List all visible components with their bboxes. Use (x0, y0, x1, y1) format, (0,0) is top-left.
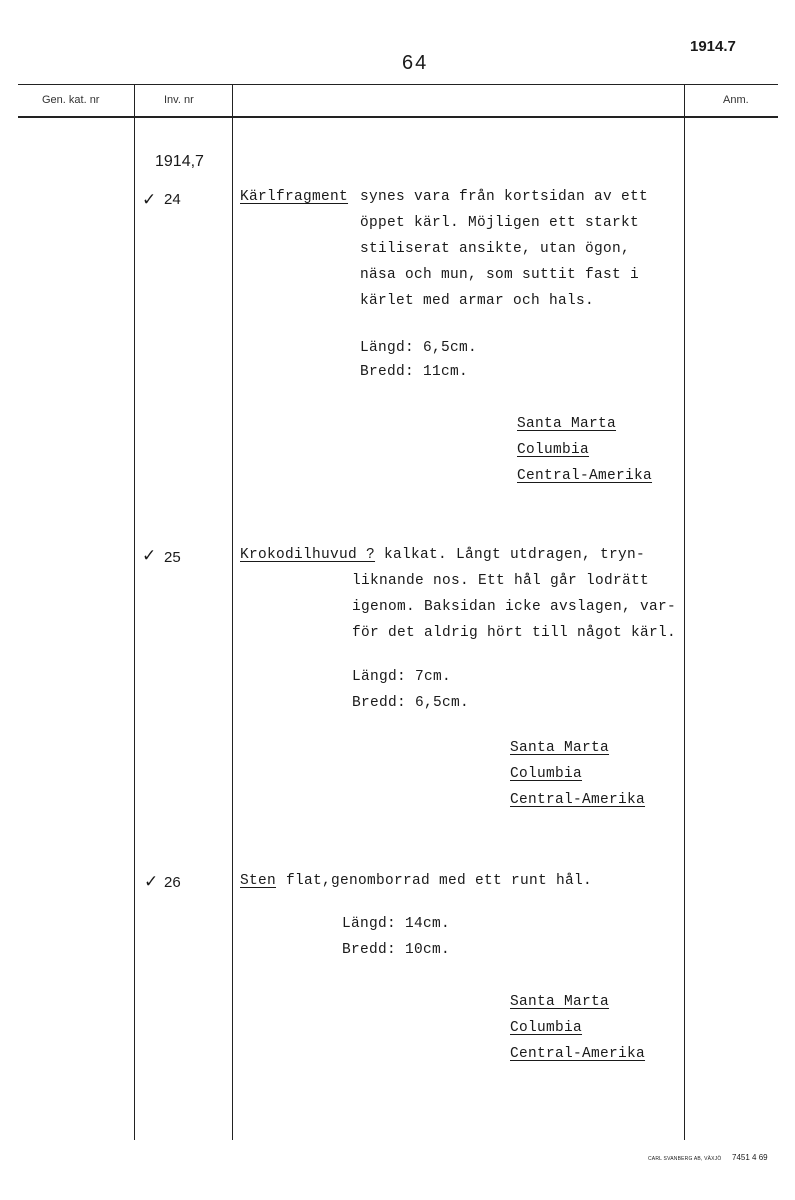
place-site: Santa Marta (517, 416, 617, 432)
place-region: Central-Amerika (517, 468, 653, 484)
inv-number: 25 (164, 549, 181, 566)
desc-line: näsa och mun, som suttit fast i (360, 267, 640, 283)
inv-number: 26 (164, 874, 181, 891)
place-region: Central-Amerika (510, 1046, 646, 1062)
width: Bredd: 6,5cm. (352, 695, 470, 711)
column-divider-2 (232, 84, 233, 1140)
header-top-rule (18, 84, 778, 85)
header-anm: Anm. (723, 94, 749, 106)
place-country: Columbia (517, 442, 590, 458)
inv-number: 24 (164, 191, 181, 208)
item-title: Krokodilhuvud ? (240, 547, 376, 563)
desc-line: för det aldrig hört till något kärl. (352, 625, 677, 641)
width: Bredd: 10cm. (342, 942, 451, 958)
place-site: Santa Marta (510, 740, 610, 756)
length: Längd: 6,5cm. (360, 340, 478, 356)
column-divider-1 (134, 84, 135, 1140)
check-mark-icon: ✓ (142, 546, 157, 566)
desc-line: stiliserat ansikte, utan ögon, (360, 241, 631, 257)
page-number: 64 (402, 52, 429, 74)
form-number: 7451 4 69 (732, 1153, 768, 1162)
printer-imprint: CARL SVANBERG AB, VÄXJÖ (648, 1156, 722, 1162)
item-title: Sten (240, 873, 277, 889)
desc-line: öppet kärl. Möjligen ett starkt (360, 215, 640, 231)
item-title: Kärlfragment (240, 189, 349, 205)
width: Bredd: 11cm. (360, 364, 469, 380)
header-gen-kat: Gen. kat. nr (42, 94, 100, 106)
check-mark-icon: ✓ (144, 872, 159, 892)
top-reference: 1914.7 (690, 38, 736, 55)
desc-line: flat,genomborrad med ett runt hål. (286, 873, 593, 889)
desc-line: liknande nos. Ett hål går lodrätt (352, 573, 650, 589)
desc-line: kärlet med armar och hals. (360, 293, 595, 309)
header-inv: Inv. nr (164, 94, 194, 106)
header-bottom-rule (18, 116, 778, 118)
column-divider-3 (684, 84, 685, 1140)
desc-line: igenom. Baksidan icke avslagen, var- (352, 599, 677, 615)
place-country: Columbia (510, 1020, 583, 1036)
desc-line: kalkat. Långt utdragen, tryn- (384, 547, 646, 563)
desc-line: synes vara från kortsidan av ett (360, 189, 649, 205)
place-site: Santa Marta (510, 994, 610, 1010)
length: Längd: 14cm. (342, 916, 451, 932)
place-country: Columbia (510, 766, 583, 782)
group-label: 1914,7 (155, 153, 204, 170)
length: Längd: 7cm. (352, 669, 452, 685)
place-region: Central-Amerika (510, 792, 646, 808)
check-mark-icon: ✓ (142, 190, 157, 210)
